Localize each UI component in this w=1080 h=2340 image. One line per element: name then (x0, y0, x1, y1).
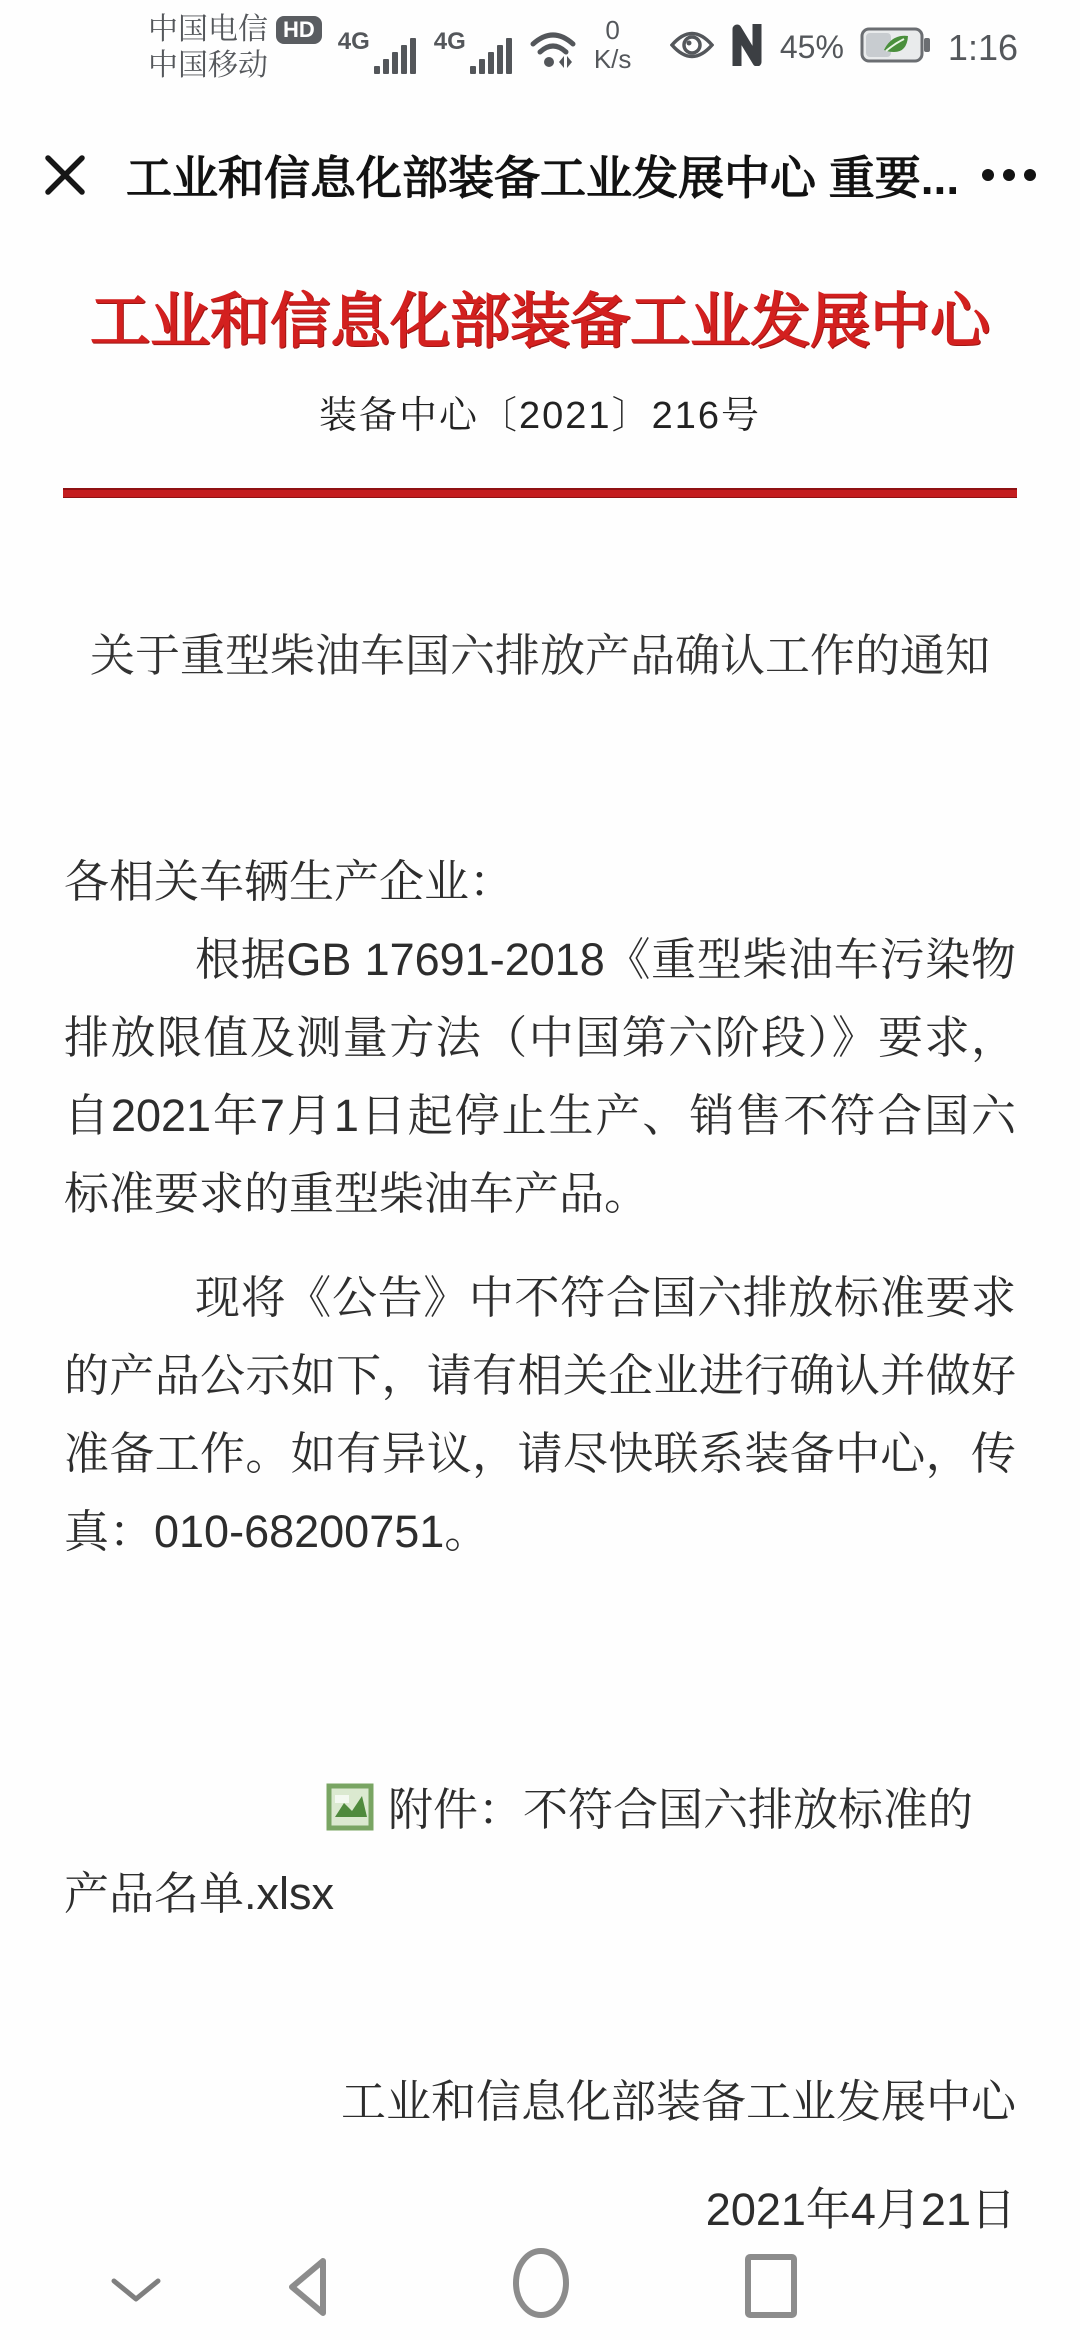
nav-home-icon[interactable] (512, 2247, 570, 2324)
speed-unit: K/s (593, 44, 632, 74)
attachment-line[interactable] (64, 1771, 1016, 1933)
signal-bars-icon (374, 38, 416, 74)
navigation-bar (0, 2238, 1080, 2340)
status-left-cluster (148, 12, 631, 84)
status-bar (0, 0, 1080, 102)
status-right-cluster (670, 24, 1018, 71)
document-number: 装备中心〔2021〕216号 (319, 395, 761, 437)
signal-cluster-2 (433, 28, 512, 74)
signature: 工业和信息化部装备工业发展中心 (340, 2076, 1016, 2127)
nav-recent-icon[interactable] (744, 2253, 798, 2324)
notice-body (64, 843, 1016, 2249)
page-title: 工业和信息化部装备工业发展中心 重要... (126, 152, 960, 204)
more-menu-icon[interactable] (980, 159, 1038, 191)
letterhead-title: 工业和信息化部装备工业发展中心 (90, 288, 990, 355)
notice-title: 关于重型柴油车国六排放产品确认工作的通知 (89, 630, 990, 681)
speed-value: 0 (605, 15, 620, 45)
paragraph-1: 根据GB 17691-2018《重型柴油车污染物排放限值及测量方法（中国第六阶段）》要求，自2021年7月1日起停止生产、销售不符合国六标准要求的重型柴油车产品。 (64, 934, 1016, 1219)
network-indicators (338, 16, 632, 80)
nav-back-icon[interactable] (283, 2255, 333, 2324)
battery-percent: 45% (779, 29, 844, 65)
network-type-2: 4G (433, 28, 466, 55)
clock: 1:16 (947, 26, 1018, 68)
carrier-labels (148, 12, 322, 84)
carrier-name-mobile: 中国移动 (148, 49, 268, 82)
date: 2021年4月21日 (705, 2184, 1016, 2235)
nav-hide-icon[interactable] (108, 2275, 164, 2310)
network-speed (594, 16, 632, 74)
signal-bars-icon (470, 38, 512, 74)
battery-saver-icon (860, 26, 932, 69)
excel-attachment-icon[interactable] (195, 1777, 374, 1855)
red-divider (63, 488, 1017, 498)
network-type-1: 4G (337, 28, 370, 55)
document-view (0, 242, 1080, 2249)
attachment-filename[interactable]: 附件：不符合国六排放标准的产品名单.xlsx (64, 1784, 974, 1919)
salutation: 各相关车辆生产企业： (64, 856, 515, 907)
nfc-icon (730, 24, 764, 71)
title-bar (0, 108, 1080, 242)
hd-volte-icon: HD (276, 16, 322, 44)
wifi-icon (530, 29, 576, 74)
eye-comfort-icon (670, 30, 714, 65)
carrier-name-telecom: 中国电信 (148, 13, 268, 46)
signal-cluster-1 (337, 28, 416, 74)
close-icon[interactable] (42, 152, 88, 198)
paragraph-2: 现将《公告》中不符合国六排放标准要求的产品公示如下，请有相关企业进行确认并做好准备工作。如有异议，请尽快联系装备中心，传真：010-68200751。 (64, 1272, 1016, 1557)
